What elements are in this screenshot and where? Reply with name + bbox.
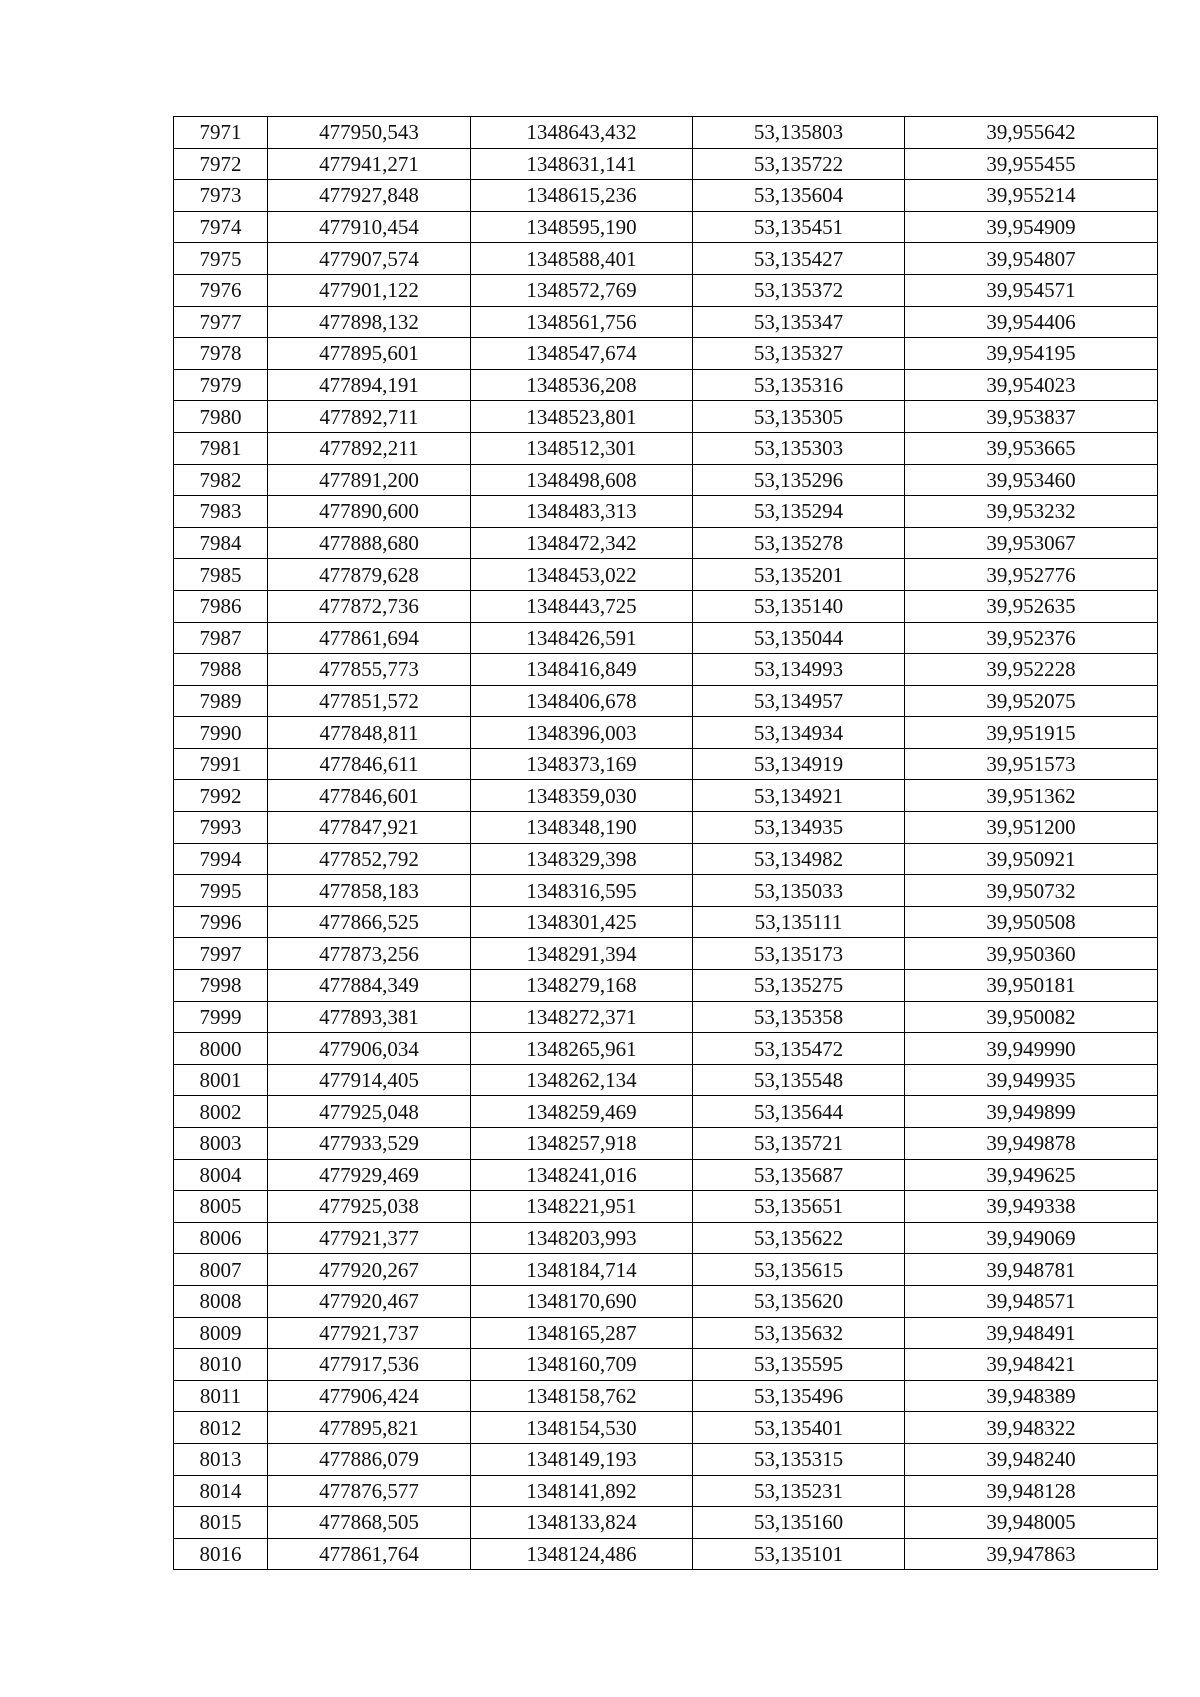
longitude-cell: 39,953067 [905,527,1158,559]
longitude-cell: 39,951915 [905,717,1158,749]
y-coordinate-cell: 1348498,608 [471,464,693,496]
point-number-cell: 7994 [174,843,268,875]
point-number-cell: 7981 [174,432,268,464]
latitude-cell: 53,134993 [693,654,905,686]
latitude-cell: 53,135305 [693,401,905,433]
x-coordinate-cell: 477846,601 [268,780,471,812]
table-row [174,970,1158,1002]
latitude-cell: 53,135620 [693,1285,905,1317]
latitude-cell: 53,135173 [693,938,905,970]
latitude-cell: 53,135372 [693,274,905,306]
y-coordinate-cell: 1348373,169 [471,748,693,780]
y-coordinate-cell: 1348406,678 [471,685,693,717]
point-number-cell: 7985 [174,559,268,591]
x-coordinate-cell: 477855,773 [268,654,471,686]
y-coordinate-cell: 1348133,824 [471,1507,693,1539]
x-coordinate-cell: 477847,921 [268,812,471,844]
x-coordinate-cell: 477906,034 [268,1033,471,1065]
latitude-cell: 53,135427 [693,243,905,275]
latitude-cell: 53,135472 [693,1033,905,1065]
table-row [174,338,1158,370]
table-row [174,401,1158,433]
longitude-cell: 39,953837 [905,401,1158,433]
table-row [174,654,1158,686]
x-coordinate-cell: 477892,211 [268,432,471,464]
y-coordinate-cell: 1348572,769 [471,274,693,306]
longitude-cell: 39,948322 [905,1412,1158,1444]
y-coordinate-cell: 1348262,134 [471,1064,693,1096]
table-row [174,622,1158,654]
y-coordinate-cell: 1348359,030 [471,780,693,812]
y-coordinate-cell: 1348595,190 [471,211,693,243]
table-row [174,274,1158,306]
table-row [174,559,1158,591]
point-number-cell: 7984 [174,527,268,559]
x-coordinate-cell: 477920,267 [268,1254,471,1286]
y-coordinate-cell: 1348141,892 [471,1475,693,1507]
longitude-cell: 39,949899 [905,1096,1158,1128]
table-row [174,1412,1158,1444]
longitude-cell: 39,948240 [905,1443,1158,1475]
y-coordinate-cell: 1348158,762 [471,1380,693,1412]
longitude-cell: 39,949990 [905,1033,1158,1065]
longitude-cell: 39,948781 [905,1254,1158,1286]
x-coordinate-cell: 477868,505 [268,1507,471,1539]
y-coordinate-cell: 1348316,595 [471,875,693,907]
point-number-cell: 8007 [174,1254,268,1286]
y-coordinate-cell: 1348547,674 [471,338,693,370]
longitude-cell: 39,953232 [905,496,1158,528]
table-row [174,843,1158,875]
longitude-cell: 39,950508 [905,906,1158,938]
table-row [174,812,1158,844]
y-coordinate-cell: 1348631,141 [471,148,693,180]
table-row [174,1128,1158,1160]
x-coordinate-cell: 477917,536 [268,1349,471,1381]
table-row [174,211,1158,243]
x-coordinate-cell: 477910,454 [268,211,471,243]
point-number-cell: 7991 [174,748,268,780]
x-coordinate-cell: 477906,424 [268,1380,471,1412]
longitude-cell: 39,954195 [905,338,1158,370]
latitude-cell: 53,135358 [693,1001,905,1033]
x-coordinate-cell: 477866,525 [268,906,471,938]
longitude-cell: 39,954571 [905,274,1158,306]
x-coordinate-cell: 477950,543 [268,117,471,149]
longitude-cell: 39,954807 [905,243,1158,275]
latitude-cell: 53,135548 [693,1064,905,1096]
y-coordinate-cell: 1348154,530 [471,1412,693,1444]
coordinates-table [173,116,1158,1570]
latitude-cell: 53,135111 [693,906,905,938]
point-number-cell: 7979 [174,369,268,401]
y-coordinate-cell: 1348561,756 [471,306,693,338]
y-coordinate-cell: 1348472,342 [471,527,693,559]
y-coordinate-cell: 1348483,313 [471,496,693,528]
latitude-cell: 53,135615 [693,1254,905,1286]
table-row [174,1159,1158,1191]
point-number-cell: 7982 [174,464,268,496]
latitude-cell: 53,135303 [693,432,905,464]
point-number-cell: 8002 [174,1096,268,1128]
latitude-cell: 53,135315 [693,1443,905,1475]
latitude-cell: 53,135101 [693,1538,905,1570]
y-coordinate-cell: 1348643,432 [471,117,693,149]
longitude-cell: 39,948571 [905,1285,1158,1317]
y-coordinate-cell: 1348416,849 [471,654,693,686]
x-coordinate-cell: 477872,736 [268,590,471,622]
point-number-cell: 8015 [174,1507,268,1539]
point-number-cell: 7990 [174,717,268,749]
longitude-cell: 39,952776 [905,559,1158,591]
x-coordinate-cell: 477858,183 [268,875,471,907]
point-number-cell: 7989 [174,685,268,717]
x-coordinate-cell: 477898,132 [268,306,471,338]
table-row [174,1254,1158,1286]
point-number-cell: 8005 [174,1191,268,1223]
y-coordinate-cell: 1348329,398 [471,843,693,875]
latitude-cell: 53,134919 [693,748,905,780]
x-coordinate-cell: 477851,572 [268,685,471,717]
x-coordinate-cell: 477879,628 [268,559,471,591]
point-number-cell: 8001 [174,1064,268,1096]
table-row [174,1096,1158,1128]
latitude-cell: 53,135347 [693,306,905,338]
y-coordinate-cell: 1348241,016 [471,1159,693,1191]
table-row [174,1538,1158,1570]
x-coordinate-cell: 477861,694 [268,622,471,654]
point-number-cell: 7998 [174,970,268,1002]
longitude-cell: 39,952075 [905,685,1158,717]
latitude-cell: 53,135275 [693,970,905,1002]
y-coordinate-cell: 1348165,287 [471,1317,693,1349]
latitude-cell: 53,135496 [693,1380,905,1412]
point-number-cell: 7986 [174,590,268,622]
x-coordinate-cell: 477895,601 [268,338,471,370]
longitude-cell: 39,948005 [905,1507,1158,1539]
point-number-cell: 7973 [174,180,268,212]
latitude-cell: 53,135803 [693,117,905,149]
latitude-cell: 53,135451 [693,211,905,243]
table-row [174,1064,1158,1096]
longitude-cell: 39,955455 [905,148,1158,180]
table-row [174,1191,1158,1223]
x-coordinate-cell: 477846,611 [268,748,471,780]
longitude-cell: 39,952376 [905,622,1158,654]
table-row [174,1380,1158,1412]
latitude-cell: 53,135651 [693,1191,905,1223]
point-number-cell: 7975 [174,243,268,275]
longitude-cell: 39,954023 [905,369,1158,401]
point-number-cell: 8011 [174,1380,268,1412]
x-coordinate-cell: 477893,381 [268,1001,471,1033]
table-row [174,875,1158,907]
table-row [174,780,1158,812]
point-number-cell: 8006 [174,1222,268,1254]
longitude-cell: 39,953665 [905,432,1158,464]
point-number-cell: 7995 [174,875,268,907]
point-number-cell: 7971 [174,117,268,149]
x-coordinate-cell: 477929,469 [268,1159,471,1191]
latitude-cell: 53,134957 [693,685,905,717]
table-row [174,306,1158,338]
latitude-cell: 53,134921 [693,780,905,812]
point-number-cell: 8014 [174,1475,268,1507]
point-number-cell: 7977 [174,306,268,338]
longitude-cell: 39,955642 [905,117,1158,149]
table-row [174,1317,1158,1349]
latitude-cell: 53,134934 [693,717,905,749]
x-coordinate-cell: 477861,764 [268,1538,471,1570]
latitude-cell: 53,135044 [693,622,905,654]
longitude-cell: 39,949935 [905,1064,1158,1096]
latitude-cell: 53,135231 [693,1475,905,1507]
y-coordinate-cell: 1348149,193 [471,1443,693,1475]
longitude-cell: 39,953460 [905,464,1158,496]
y-coordinate-cell: 1348536,208 [471,369,693,401]
point-number-cell: 7996 [174,906,268,938]
point-number-cell: 7980 [174,401,268,433]
latitude-cell: 53,134982 [693,843,905,875]
longitude-cell: 39,949625 [905,1159,1158,1191]
y-coordinate-cell: 1348348,190 [471,812,693,844]
x-coordinate-cell: 477921,737 [268,1317,471,1349]
point-number-cell: 7974 [174,211,268,243]
x-coordinate-cell: 477914,405 [268,1064,471,1096]
y-coordinate-cell: 1348301,425 [471,906,693,938]
x-coordinate-cell: 477921,377 [268,1222,471,1254]
x-coordinate-cell: 477901,122 [268,274,471,306]
table-row [174,1475,1158,1507]
table-row [174,369,1158,401]
y-coordinate-cell: 1348160,709 [471,1349,693,1381]
y-coordinate-cell: 1348443,725 [471,590,693,622]
point-number-cell: 7972 [174,148,268,180]
x-coordinate-cell: 477890,600 [268,496,471,528]
longitude-cell: 39,948491 [905,1317,1158,1349]
point-number-cell: 8000 [174,1033,268,1065]
longitude-cell: 39,950181 [905,970,1158,1002]
point-number-cell: 8013 [174,1443,268,1475]
latitude-cell: 53,134935 [693,812,905,844]
latitude-cell: 53,135278 [693,527,905,559]
x-coordinate-cell: 477848,811 [268,717,471,749]
latitude-cell: 53,135644 [693,1096,905,1128]
table-row [174,1507,1158,1539]
longitude-cell: 39,950921 [905,843,1158,875]
x-coordinate-cell: 477925,038 [268,1191,471,1223]
y-coordinate-cell: 1348279,168 [471,970,693,1002]
table-row [174,1443,1158,1475]
x-coordinate-cell: 477873,256 [268,938,471,970]
longitude-cell: 39,954406 [905,306,1158,338]
y-coordinate-cell: 1348396,003 [471,717,693,749]
point-number-cell: 8012 [174,1412,268,1444]
latitude-cell: 53,135401 [693,1412,905,1444]
latitude-cell: 53,135722 [693,148,905,180]
point-number-cell: 8009 [174,1317,268,1349]
y-coordinate-cell: 1348291,394 [471,938,693,970]
table-row [174,748,1158,780]
x-coordinate-cell: 477920,467 [268,1285,471,1317]
y-coordinate-cell: 1348265,961 [471,1033,693,1065]
coordinates-table-body [174,117,1158,1570]
point-number-cell: 8003 [174,1128,268,1160]
longitude-cell: 39,952228 [905,654,1158,686]
latitude-cell: 53,135033 [693,875,905,907]
point-number-cell: 7992 [174,780,268,812]
y-coordinate-cell: 1348272,371 [471,1001,693,1033]
point-number-cell: 7983 [174,496,268,528]
table-row [174,906,1158,938]
table-row [174,685,1158,717]
latitude-cell: 53,135721 [693,1128,905,1160]
latitude-cell: 53,135604 [693,180,905,212]
longitude-cell: 39,950082 [905,1001,1158,1033]
table-row [174,938,1158,970]
table-row [174,432,1158,464]
longitude-cell: 39,954909 [905,211,1158,243]
point-number-cell: 8004 [174,1159,268,1191]
longitude-cell: 39,949338 [905,1191,1158,1223]
table-row [174,1285,1158,1317]
x-coordinate-cell: 477852,792 [268,843,471,875]
x-coordinate-cell: 477894,191 [268,369,471,401]
point-number-cell: 7978 [174,338,268,370]
y-coordinate-cell: 1348221,951 [471,1191,693,1223]
y-coordinate-cell: 1348184,714 [471,1254,693,1286]
longitude-cell: 39,948421 [905,1349,1158,1381]
y-coordinate-cell: 1348426,591 [471,622,693,654]
y-coordinate-cell: 1348124,486 [471,1538,693,1570]
y-coordinate-cell: 1348615,236 [471,180,693,212]
latitude-cell: 53,135327 [693,338,905,370]
table-row [174,496,1158,528]
table-row [174,243,1158,275]
x-coordinate-cell: 477907,574 [268,243,471,275]
longitude-cell: 39,951573 [905,748,1158,780]
x-coordinate-cell: 477876,577 [268,1475,471,1507]
y-coordinate-cell: 1348257,918 [471,1128,693,1160]
longitude-cell: 39,950732 [905,875,1158,907]
point-number-cell: 8010 [174,1349,268,1381]
table-row [174,717,1158,749]
latitude-cell: 53,135160 [693,1507,905,1539]
longitude-cell: 39,950360 [905,938,1158,970]
point-number-cell: 7988 [174,654,268,686]
longitude-cell: 39,951200 [905,812,1158,844]
table-row [174,180,1158,212]
latitude-cell: 53,135595 [693,1349,905,1381]
point-number-cell: 8016 [174,1538,268,1570]
x-coordinate-cell: 477892,711 [268,401,471,433]
longitude-cell: 39,947863 [905,1538,1158,1570]
table-row [174,1033,1158,1065]
point-number-cell: 7999 [174,1001,268,1033]
y-coordinate-cell: 1348588,401 [471,243,693,275]
longitude-cell: 39,949878 [905,1128,1158,1160]
x-coordinate-cell: 477927,848 [268,180,471,212]
x-coordinate-cell: 477888,680 [268,527,471,559]
y-coordinate-cell: 1348170,690 [471,1285,693,1317]
table-row [174,1001,1158,1033]
longitude-cell: 39,951362 [905,780,1158,812]
x-coordinate-cell: 477891,200 [268,464,471,496]
point-number-cell: 7976 [174,274,268,306]
y-coordinate-cell: 1348512,301 [471,432,693,464]
point-number-cell: 8008 [174,1285,268,1317]
table-row [174,148,1158,180]
latitude-cell: 53,135316 [693,369,905,401]
longitude-cell: 39,948128 [905,1475,1158,1507]
latitude-cell: 53,135687 [693,1159,905,1191]
table-row [174,1349,1158,1381]
point-number-cell: 7997 [174,938,268,970]
x-coordinate-cell: 477895,821 [268,1412,471,1444]
longitude-cell: 39,948389 [905,1380,1158,1412]
latitude-cell: 53,135622 [693,1222,905,1254]
table-row [174,464,1158,496]
table-row [174,1222,1158,1254]
y-coordinate-cell: 1348259,469 [471,1096,693,1128]
latitude-cell: 53,135294 [693,496,905,528]
longitude-cell: 39,949069 [905,1222,1158,1254]
longitude-cell: 39,952635 [905,590,1158,622]
latitude-cell: 53,135201 [693,559,905,591]
y-coordinate-cell: 1348523,801 [471,401,693,433]
x-coordinate-cell: 477886,079 [268,1443,471,1475]
table-row [174,527,1158,559]
table-row [174,590,1158,622]
x-coordinate-cell: 477941,271 [268,148,471,180]
latitude-cell: 53,135296 [693,464,905,496]
point-number-cell: 7987 [174,622,268,654]
y-coordinate-cell: 1348203,993 [471,1222,693,1254]
latitude-cell: 53,135140 [693,590,905,622]
x-coordinate-cell: 477884,349 [268,970,471,1002]
y-coordinate-cell: 1348453,022 [471,559,693,591]
latitude-cell: 53,135632 [693,1317,905,1349]
longitude-cell: 39,955214 [905,180,1158,212]
x-coordinate-cell: 477925,048 [268,1096,471,1128]
point-number-cell: 7993 [174,812,268,844]
table-row [174,117,1158,149]
x-coordinate-cell: 477933,529 [268,1128,471,1160]
